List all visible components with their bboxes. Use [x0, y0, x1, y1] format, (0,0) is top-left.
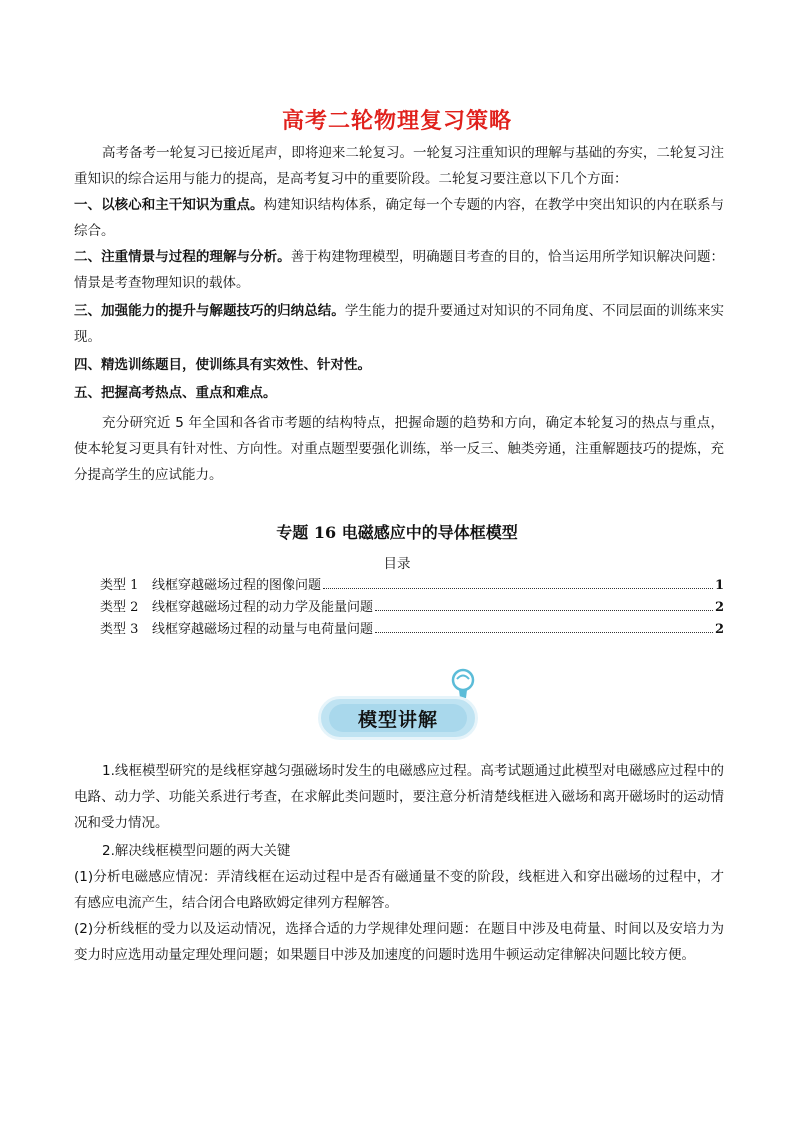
body-paragraph-3: (1)分析电磁感应情况：弄清线框在运动过程中是否有磁通量不变的阶段，线框进入和穿出磁场的过程中，才有感应电流产生，结合闭合电路欧姆定律列方程解答。: [74, 869, 724, 911]
badge-pill: [318, 696, 478, 740]
body-paragraph-4: (2)分析线框的受力以及运动情况，选择合适的力学规律处理问题：在题目中涉及电荷量、时间以及安培力为变力时应选用动量定理处理问题；如果题目中涉及加速度的问题时选用牛顿运动定律解决问题比较方便。: [74, 921, 724, 963]
point-2: [74, 244, 724, 296]
point-3-text: 学生能力的提升要通过对知识的不同角度、不同层面的训练来实现。: [74, 303, 725, 345]
closing-paragraph: 充分研究近 5 年全国和各省市考题的结构特点，把握命题的趋势和方向，确定本轮复习的热点与重点，使本轮复习更具有针对性、方向性。对重点题型要强化训练，举一反三、触类旁通，注重解题技巧的提炼，充分提高学生的应试能力。: [74, 415, 724, 483]
toc-leader-dots: [375, 631, 713, 633]
toc-item-2[interactable]: [100, 596, 724, 618]
toc-item-3[interactable]: [100, 618, 724, 640]
point-1-text: 构建知识结构体系，确定每一个专题的内容，在教学中突出知识的内在联系与综合。: [74, 197, 725, 239]
toc-item-page: 2: [714, 600, 724, 615]
toc-item-page: 1: [714, 578, 724, 593]
point-3: [74, 298, 724, 350]
badge-label: 模型讲解: [357, 708, 438, 731]
toc-item-type: 类型 2: [100, 600, 139, 615]
toc-leader-dots: [323, 587, 713, 589]
point-2-heading: 二、注重情景与过程的理解与分析。: [74, 249, 291, 265]
toc-item-1[interactable]: [100, 574, 724, 596]
toc-item-type: 类型 1: [100, 578, 139, 593]
point-3-heading: 三、加强能力的提升与解题技巧的归纳总结。: [74, 303, 345, 319]
toc-item-text: 线框穿越磁场过程的动力学及能量问题: [152, 600, 374, 615]
toc-item-text: 线框穿越磁场过程的动量与电荷量问题: [152, 622, 374, 637]
point-1: [74, 192, 724, 244]
point-1-heading: 一、以核心和主干知识为重点。: [74, 197, 264, 213]
body-paragraph-1: 1.线框模型研究的是线框穿越匀强磁场时发生的电磁感应过程。高考试题通过此模型对电磁感应过程中的电路、动力学、功能关系进行考查，在求解此类问题时，要注意分析清楚线框进入磁场和离开磁场时的运动情况和受力情况。: [74, 763, 724, 831]
toc-item-text: 线框穿越磁场过程的图像问题: [152, 578, 322, 593]
point-4-heading: 四、精选训练题目，使训练具有实效性、针对性。: [74, 357, 371, 373]
toc-title: 目录: [383, 556, 411, 572]
point-5-heading: 五、把握高考热点、重点和难点。: [74, 385, 277, 401]
point-5: [74, 380, 724, 406]
page-title: 高考二轮物理复习策略: [281, 109, 512, 134]
point-4: [74, 352, 724, 378]
intro-paragraph: 高考备考一轮复习已接近尾声，即将迎来二轮复习。一轮复习注重知识的理解与基础的夯实，二轮复习注重知识的综合运用与能力的提高，是高考复习中的重要阶段。二轮复习要注意以下几个方面：: [74, 145, 724, 187]
toc-item-type: 类型 3: [100, 622, 139, 637]
table-of-contents: [100, 574, 724, 640]
topic-title: 专题 16 电磁感应中的导体框模型: [276, 523, 518, 542]
toc-item-page: 2: [714, 622, 724, 637]
badge-inner: [329, 704, 467, 732]
body-paragraph-2: 2.解决线框模型问题的两大关键: [102, 843, 291, 859]
toc-leader-dots: [375, 609, 713, 611]
section-badge: [310, 668, 490, 748]
point-2-text: 善于构建物理模型，明确题目考查的目的，恰当运用所学知识解决问题：情景是考查物理知识的载体。: [74, 249, 725, 291]
